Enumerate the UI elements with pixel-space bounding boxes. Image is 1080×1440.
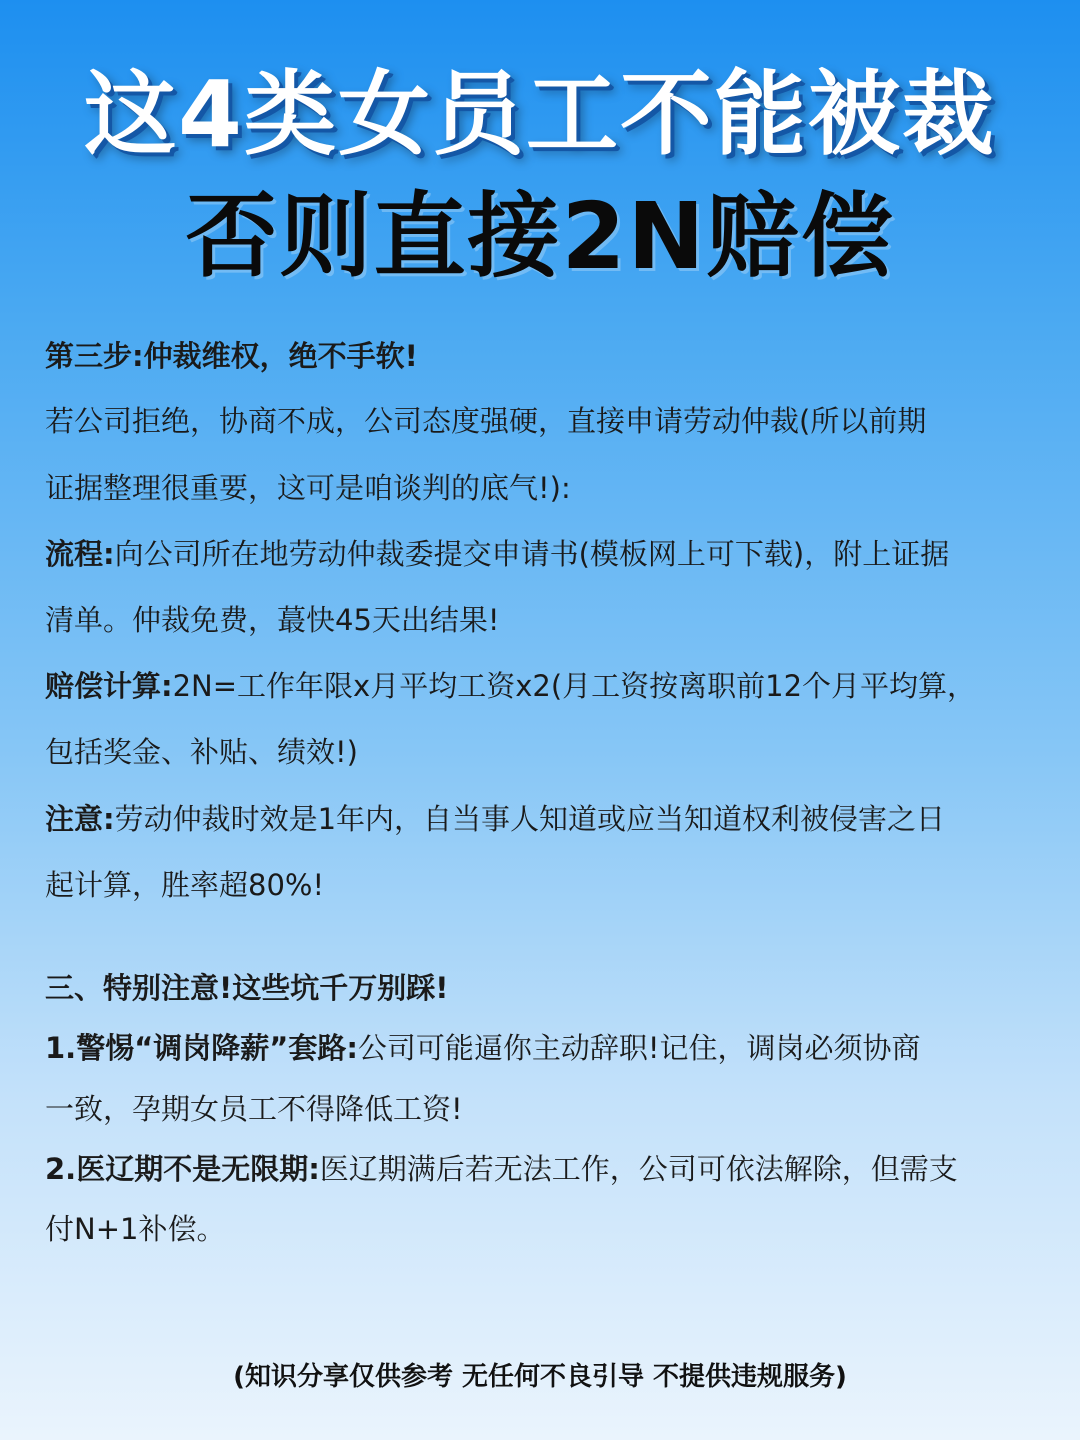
compensation-label: 赔偿计算: [45, 669, 173, 703]
note-text-1: 劳动仲裁时效是1年内，自当事人知道或应当知道权利被侵害之日 [114, 802, 946, 836]
item2-label: 2.医辽期不是无限期: [45, 1152, 320, 1186]
title-line-2: 否则直接2N赔偿 [185, 183, 895, 290]
note-line-1 [45, 797, 1035, 838]
compensation-line-1 [45, 664, 1035, 705]
note-label: 注意: [45, 802, 115, 836]
disclaimer-footer: (知识分享仅供参考 无任何不良引导 不提供违规服务) [233, 1362, 847, 1392]
compensation-text-1: 2N=工作年限x月平均工资x2(月工资按离职前12个月平均算， [172, 669, 977, 703]
title-line-1: 这4类女员工不能被裁 [83, 61, 996, 168]
process-line-2: 清单。仲裁免费，蕞快45天出结果! [45, 603, 500, 637]
item1-line-1 [45, 1026, 1035, 1067]
step3-intro-line-2: 证据整理很重要，这可是咱谈判的底气!): [45, 471, 571, 505]
item2-text-1: 医辽期满后若无法工作，公司可依法解除，但需支 [319, 1152, 958, 1186]
step3-heading: 第三步:仲裁维权，绝不手软! [45, 339, 418, 373]
process-text-1: 向公司所在地劳动仲裁委提交申请书(模板网上可下载)，附上证据 [114, 537, 950, 571]
item2-line-1 [45, 1147, 1035, 1188]
item2-line-2: 付N+1补偿。 [45, 1212, 226, 1246]
process-line-1 [45, 532, 1035, 573]
step3-intro-line-1: 若公司拒绝，协商不成，公司态度强硬，直接申请劳动仲裁(所以前期 [45, 404, 927, 438]
note-line-2: 起计算，胜率超80%! [45, 868, 325, 902]
item1-text-1: 公司可能逼你主动辞职!记住，调岗必须协商 [357, 1031, 921, 1065]
item1-label: 1.警惕“调岗降薪”套路: [45, 1031, 358, 1065]
section3-heading: 三、特别注意!这些坑千万别踩! [45, 971, 449, 1005]
compensation-line-2: 包括奖金、补贴、绩效!) [45, 735, 358, 769]
process-label: 流程: [45, 537, 115, 571]
item1-line-2: 一致，孕期女员工不得降低工资! [45, 1092, 463, 1126]
